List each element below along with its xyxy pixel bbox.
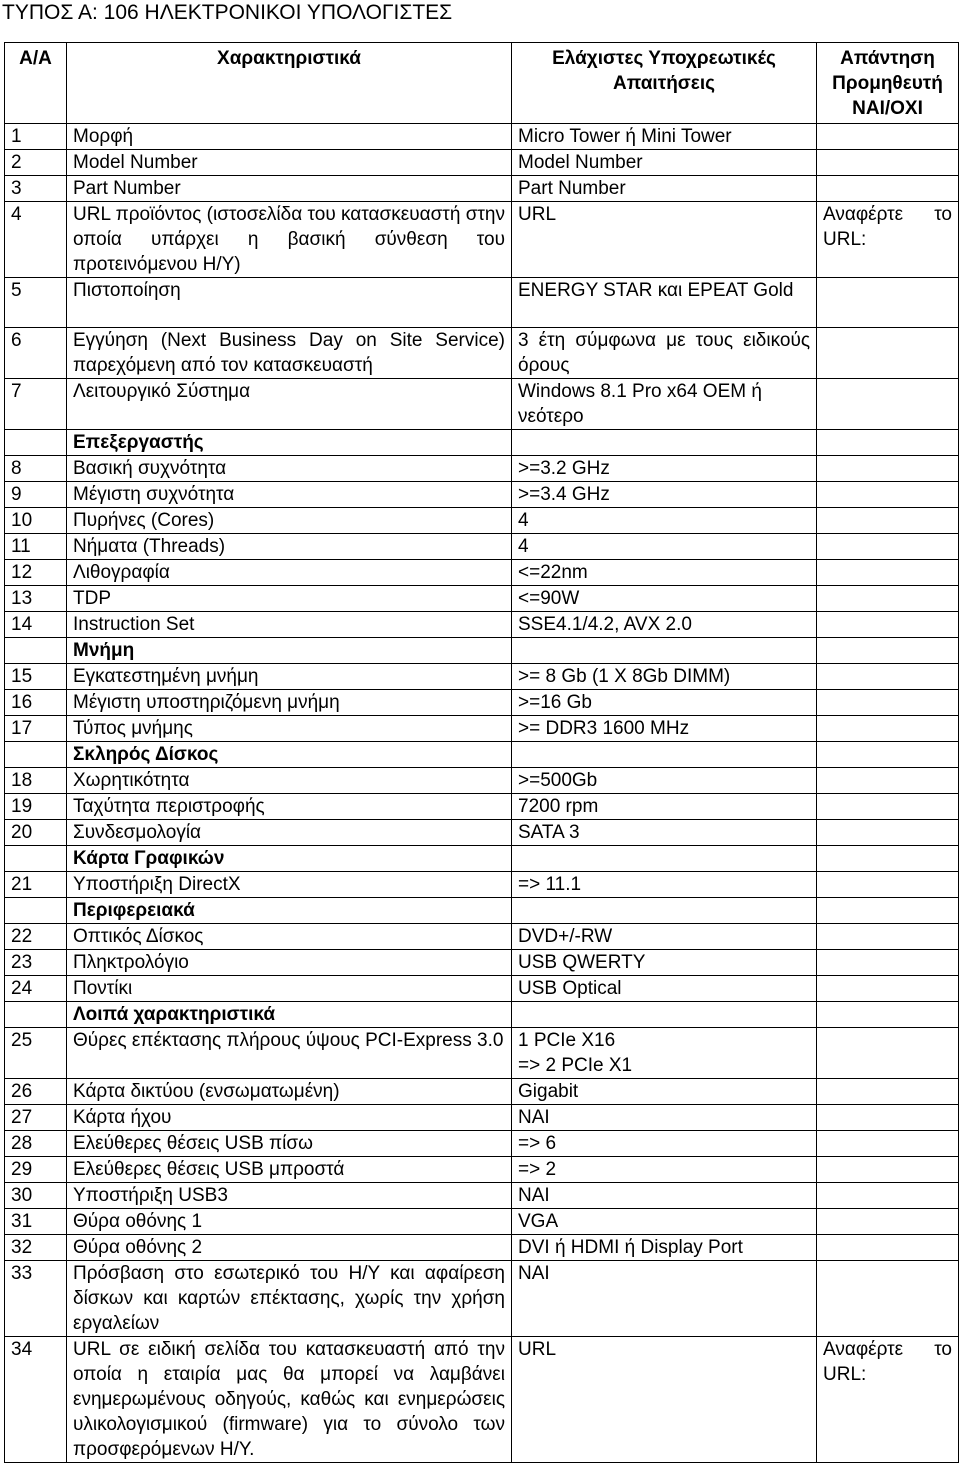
- row-response: [817, 1105, 959, 1131]
- section-header-row: [5, 898, 959, 924]
- row-feature: Βασική συχνότητα: [67, 456, 512, 482]
- row-feature: Οπτικός Δίσκος: [67, 924, 512, 950]
- table-row: [5, 872, 959, 898]
- row-number: 18: [5, 768, 67, 794]
- row-number: 23: [5, 950, 67, 976]
- table-row: [5, 1235, 959, 1261]
- table-row: [5, 176, 959, 202]
- row-requirement: 1 PCIe X16 => 2 PCIe X1: [512, 1028, 817, 1079]
- row-requirement: >=3.4 GHz: [512, 482, 817, 508]
- table-row: [5, 124, 959, 150]
- row-number: 14: [5, 612, 67, 638]
- row-requirement: ENERGY STAR και EPEAT Gold: [512, 278, 817, 328]
- row-requirement: DVI ή HDMI ή Display Port: [512, 1235, 817, 1261]
- row-feature: Λειτουργικό Σύστημα: [67, 379, 512, 430]
- row-requirement: 3 έτη σύμφωνα με τους ειδικούς όρους: [512, 328, 817, 379]
- row-requirement: >= 8 Gb (1 X 8Gb DIMM): [512, 664, 817, 690]
- row-response: [817, 1183, 959, 1209]
- row-requirement: Gigabit: [512, 1079, 817, 1105]
- row-requirement: Model Number: [512, 150, 817, 176]
- table-row: [5, 1028, 959, 1079]
- row-number: 13: [5, 586, 67, 612]
- row-requirement: ΝΑΙ: [512, 1183, 817, 1209]
- row-requirement: [512, 742, 817, 768]
- row-requirement: DVD+/-RW: [512, 924, 817, 950]
- row-response: Αναφέρτε το URL:: [817, 1337, 959, 1463]
- row-number: [5, 742, 67, 768]
- row-feature: Εγγύηση (Next Business Day on Site Service) παρεχόμενη από τον κατασκευαστή: [67, 328, 512, 379]
- row-feature: Συνδεσμολογία: [67, 820, 512, 846]
- table-row: [5, 924, 959, 950]
- row-response: [817, 794, 959, 820]
- row-response: [817, 1235, 959, 1261]
- row-requirement: ΝΑΙ: [512, 1105, 817, 1131]
- row-requirement: [512, 430, 817, 456]
- header-feature: Χαρακτηριστικά: [67, 43, 512, 124]
- table-row: [5, 612, 959, 638]
- row-number: 26: [5, 1079, 67, 1105]
- table-row: [5, 794, 959, 820]
- row-response: [817, 612, 959, 638]
- row-requirement: VGA: [512, 1209, 817, 1235]
- row-response: [817, 1261, 959, 1337]
- row-requirement: [512, 898, 817, 924]
- row-response: [817, 768, 959, 794]
- row-number: [5, 898, 67, 924]
- row-response: [817, 456, 959, 482]
- row-number: 7: [5, 379, 67, 430]
- row-feature: Θύρες επέκτασης πλήρους ύψους PCI-Express 3.0: [67, 1028, 512, 1079]
- table-row: [5, 278, 959, 328]
- table-header-row: [5, 43, 959, 124]
- row-number: 29: [5, 1157, 67, 1183]
- row-response: [817, 586, 959, 612]
- row-number: [5, 1002, 67, 1028]
- row-requirement: 4: [512, 534, 817, 560]
- section-header-row: [5, 1002, 959, 1028]
- row-number: [5, 846, 67, 872]
- table-row: [5, 950, 959, 976]
- row-feature: Υποστήριξη USB3: [67, 1183, 512, 1209]
- section-header-row: [5, 430, 959, 456]
- document-title: ΤΥΠΟΣ Α: 106 ΗΛΕΚΤΡΟΝΙΚΟΙ ΥΠΟΛΟΓΙΣΤΕΣ: [2, 1, 453, 24]
- row-response: [817, 176, 959, 202]
- row-feature: Instruction Set: [67, 612, 512, 638]
- section-title: Μνήμη: [67, 638, 512, 664]
- table-row: [5, 508, 959, 534]
- row-feature: Νήματα (Threads): [67, 534, 512, 560]
- row-feature: Μορφή: [67, 124, 512, 150]
- row-feature: Model Number: [67, 150, 512, 176]
- row-requirement: <=22nm: [512, 560, 817, 586]
- row-number: 27: [5, 1105, 67, 1131]
- row-requirement: >=500Gb: [512, 768, 817, 794]
- row-number: 8: [5, 456, 67, 482]
- table-row: [5, 1183, 959, 1209]
- row-feature: Ελεύθερες θέσεις USB πίσω: [67, 1131, 512, 1157]
- row-number: 20: [5, 820, 67, 846]
- row-response: [817, 278, 959, 328]
- table-row: [5, 1105, 959, 1131]
- row-response: [817, 820, 959, 846]
- row-requirement: ΝΑΙ: [512, 1261, 817, 1337]
- row-feature: Πυρήνες (Cores): [67, 508, 512, 534]
- row-number: 1: [5, 124, 67, 150]
- row-requirement: SATA 3: [512, 820, 817, 846]
- row-number: 25: [5, 1028, 67, 1079]
- header-num: Α/Α: [5, 43, 67, 124]
- row-requirement: URL: [512, 202, 817, 278]
- section-title: Κάρτα Γραφικών: [67, 846, 512, 872]
- table-row: [5, 560, 959, 586]
- row-number: 19: [5, 794, 67, 820]
- table-row: [5, 1157, 959, 1183]
- row-feature: Μέγιστη συχνότητα: [67, 482, 512, 508]
- table-row: [5, 1337, 959, 1463]
- row-response: [817, 742, 959, 768]
- row-requirement: 7200 rpm: [512, 794, 817, 820]
- table-row: [5, 150, 959, 176]
- row-requirement: URL: [512, 1337, 817, 1463]
- row-number: 17: [5, 716, 67, 742]
- table-row: [5, 1209, 959, 1235]
- row-number: 9: [5, 482, 67, 508]
- row-number: 21: [5, 872, 67, 898]
- row-number: 12: [5, 560, 67, 586]
- row-response: [817, 976, 959, 1002]
- row-number: 28: [5, 1131, 67, 1157]
- row-number: 30: [5, 1183, 67, 1209]
- row-response: [817, 664, 959, 690]
- table-row: [5, 768, 959, 794]
- row-feature: Τύπος μνήμης: [67, 716, 512, 742]
- section-header-row: [5, 846, 959, 872]
- row-requirement: >=3.2 GHz: [512, 456, 817, 482]
- row-requirement: [512, 638, 817, 664]
- row-response: [817, 846, 959, 872]
- specification-table: [4, 42, 959, 1463]
- row-feature: Πρόσβαση στο εσωτερικό του Η/Υ και αφαίρεση δίσκων και καρτών επέκτασης, χωρίς την χρήση εργαλείων: [67, 1261, 512, 1337]
- row-feature: Ποντίκι: [67, 976, 512, 1002]
- row-requirement: >=16 Gb: [512, 690, 817, 716]
- row-feature: Ελεύθερες θέσεις USB μπροστά: [67, 1157, 512, 1183]
- row-requirement: => 2: [512, 1157, 817, 1183]
- row-response: [817, 150, 959, 176]
- row-number: [5, 638, 67, 664]
- row-requirement: SSE4.1/4.2, AVX 2.0: [512, 612, 817, 638]
- row-feature: Μέγιστη υποστηριζόμενη μνήμη: [67, 690, 512, 716]
- row-feature: Θύρα οθόνης 2: [67, 1235, 512, 1261]
- row-feature: Κάρτα ήχου: [67, 1105, 512, 1131]
- row-response: [817, 1131, 959, 1157]
- row-response: [817, 482, 959, 508]
- row-number: 24: [5, 976, 67, 1002]
- row-requirement: Micro Tower ή Mini Tower: [512, 124, 817, 150]
- row-response: [817, 950, 959, 976]
- table-row: [5, 976, 959, 1002]
- row-feature: Κάρτα δικτύου (ενσωματωμένη): [67, 1079, 512, 1105]
- header-requirement: Ελάχιστες Υποχρεωτικές Απαιτήσεις: [512, 43, 817, 124]
- row-number: 2: [5, 150, 67, 176]
- section-title: Λοιπά χαρακτηριστικά: [67, 1002, 512, 1028]
- row-requirement: 4: [512, 508, 817, 534]
- row-number: 5: [5, 278, 67, 328]
- row-response: [817, 716, 959, 742]
- table-row: [5, 456, 959, 482]
- row-number: 34: [5, 1337, 67, 1463]
- row-number: 15: [5, 664, 67, 690]
- section-title: Σκληρός Δίσκος: [67, 742, 512, 768]
- table-row: [5, 1079, 959, 1105]
- row-response: [817, 638, 959, 664]
- row-response: [817, 690, 959, 716]
- row-requirement: USB Optical: [512, 976, 817, 1002]
- row-response: Αναφέρτε το URL:: [817, 202, 959, 278]
- table-row: [5, 202, 959, 278]
- section-title: Περιφερειακά: [67, 898, 512, 924]
- row-requirement: >= DDR3 1600 MHz: [512, 716, 817, 742]
- row-response: [817, 924, 959, 950]
- row-number: 16: [5, 690, 67, 716]
- row-response: [817, 124, 959, 150]
- row-response: [817, 1028, 959, 1079]
- row-requirement: [512, 1002, 817, 1028]
- row-number: 3: [5, 176, 67, 202]
- table-row: [5, 534, 959, 560]
- row-feature: TDP: [67, 586, 512, 612]
- table-row: [5, 664, 959, 690]
- section-title: Επεξεργαστής: [67, 430, 512, 456]
- row-response: [817, 1209, 959, 1235]
- row-response: [817, 430, 959, 456]
- row-feature: Part Number: [67, 176, 512, 202]
- row-requirement: <=90W: [512, 586, 817, 612]
- row-response: [817, 328, 959, 379]
- table-row: [5, 1131, 959, 1157]
- table-row: [5, 328, 959, 379]
- row-feature: Εγκατεστημένη μνήμη: [67, 664, 512, 690]
- row-feature: Ταχύτητα περιστροφής: [67, 794, 512, 820]
- row-response: [817, 534, 959, 560]
- row-response: [817, 1079, 959, 1105]
- row-response: [817, 379, 959, 430]
- section-header-row: [5, 742, 959, 768]
- row-feature: URL προϊόντος (ιστοσελίδα του κατασκευαστή στην οποία υπάρχει η βασική σύνθεση του προτεινόμενου Η/Υ): [67, 202, 512, 278]
- row-response: [817, 898, 959, 924]
- table-row: [5, 820, 959, 846]
- table-row: [5, 716, 959, 742]
- row-number: 6: [5, 328, 67, 379]
- row-feature: Πληκτρολόγιο: [67, 950, 512, 976]
- row-feature: Λιθογραφία: [67, 560, 512, 586]
- row-feature: URL σε ειδική σελίδα του κατασκευαστή από την οποία η εταιρία μας θα μπορεί να λαμβάνει ενημερωμένους οδηγούς, καθώς και ενημερώσεις υλικολογισμικού (firmware) για το σύνολο των προσφερόμενων Η/Υ.: [67, 1337, 512, 1463]
- header-response: Απάντηση Προμηθευτή ΝΑΙ/ΟΧΙ: [817, 43, 959, 124]
- row-feature: Χωρητικότητα: [67, 768, 512, 794]
- row-feature: Υποστήριξη DirectX: [67, 872, 512, 898]
- row-feature: Πιστοποίηση: [67, 278, 512, 328]
- row-number: [5, 430, 67, 456]
- row-requirement: => 11.1: [512, 872, 817, 898]
- row-requirement: Windows 8.1 Pro x64 OEM ή νεότερο: [512, 379, 817, 430]
- row-response: [817, 872, 959, 898]
- row-number: 31: [5, 1209, 67, 1235]
- row-response: [817, 1002, 959, 1028]
- row-response: [817, 508, 959, 534]
- row-number: 32: [5, 1235, 67, 1261]
- row-requirement: USB QWERTY: [512, 950, 817, 976]
- row-number: 4: [5, 202, 67, 278]
- row-number: 11: [5, 534, 67, 560]
- table-body: [5, 124, 959, 1463]
- row-response: [817, 1157, 959, 1183]
- row-requirement: [512, 846, 817, 872]
- section-header-row: [5, 638, 959, 664]
- table-row: [5, 1261, 959, 1337]
- row-requirement: Part Number: [512, 176, 817, 202]
- row-feature: Θύρα οθόνης 1: [67, 1209, 512, 1235]
- table-row: [5, 379, 959, 430]
- row-requirement: => 6: [512, 1131, 817, 1157]
- table-row: [5, 482, 959, 508]
- row-response: [817, 560, 959, 586]
- row-number: 33: [5, 1261, 67, 1337]
- table-row: [5, 690, 959, 716]
- table-row: [5, 586, 959, 612]
- row-number: 10: [5, 508, 67, 534]
- row-number: 22: [5, 924, 67, 950]
